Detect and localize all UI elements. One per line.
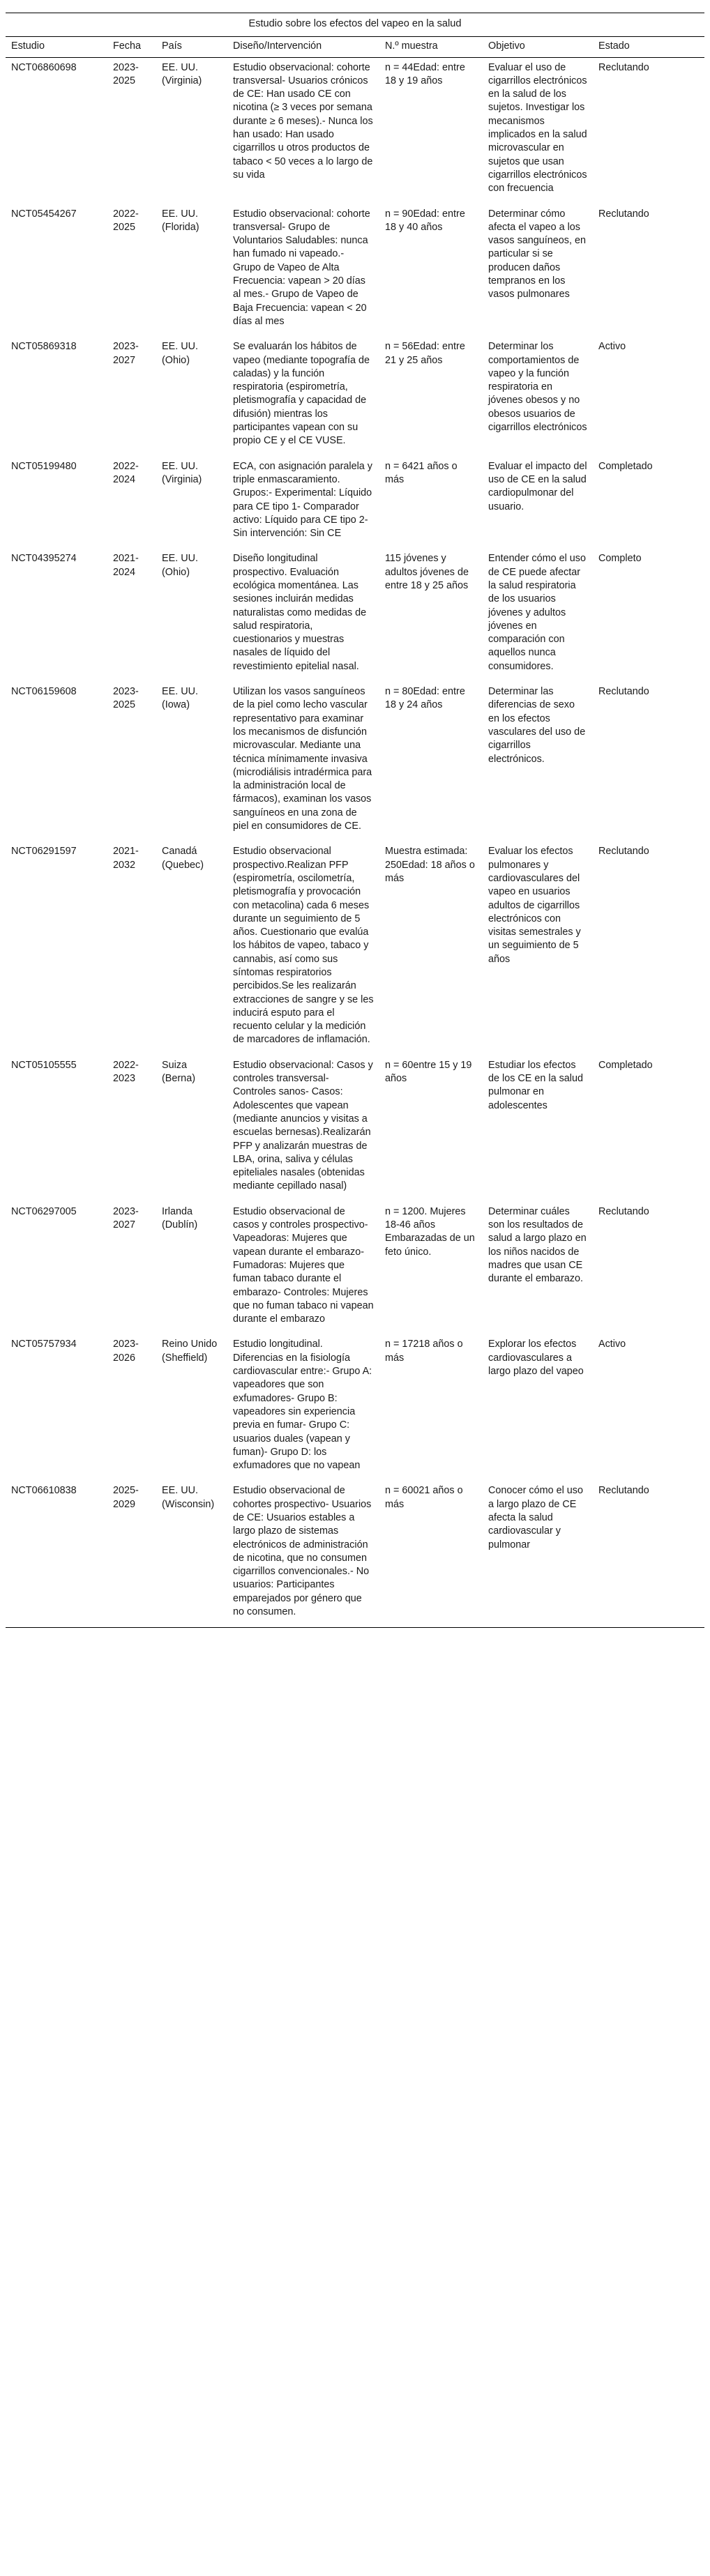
cell-objetivo: Entender cómo el uso de CE puede afectar la salud respiratoria de los usuarios jóvenes y adultos jóvenes en comparación con aquellos nunca consumidores. xyxy=(488,553,586,672)
cell-estudio: NCT06860698 xyxy=(11,61,77,73)
cell-estado: Reclutando xyxy=(598,686,649,698)
cell-pais: EE. UU. (Ohio) xyxy=(162,553,198,578)
cell-estudio: NCT06610838 xyxy=(6,1481,107,1627)
cell-estado: Reclutando xyxy=(598,846,649,858)
cell-objetivo: Conocer cómo el uso a largo plazo de CE afecta la salud cardiovascular y pulmonar xyxy=(483,1481,593,1627)
cell-muestra: Muestra estimada: 250Edad: 18 años o más xyxy=(385,846,475,884)
table-row xyxy=(6,1481,704,1627)
cell-muestra: n = 1200. Mujeres 18-46 años Embarazadas de un feto único. xyxy=(385,1205,475,1258)
cell-objetivo: Estudiar los efectos de los CE en la salud pulmonar en adolescentes xyxy=(488,1059,583,1111)
table-row xyxy=(6,682,704,841)
cell-estado: Completado xyxy=(598,1059,653,1071)
cell-pais: EE. UU. (Virginia) xyxy=(162,61,202,86)
cell-estudio: NCT04395274 xyxy=(11,553,77,565)
cell-diseno: Estudio observacional prospectivo.Realizan PFP (espirometría, oscilometría, pletismografía y provocación con metacolina) cada 6 meses durante un seguimiento de 5 años. Cuestionario que evalúa los hábitos de vapeo, tabaco y cannabis, así como sus síntomas respiratorios percibidos.Se les realizarán extracciones de sangre y se les inducirá esputo para el recuento celular y la medición de marcadores de inflamación. xyxy=(233,846,374,1046)
cell-muestra: n = 56Edad: entre 21 y 25 años xyxy=(385,341,465,366)
cell-estudio: NCT05454267 xyxy=(11,208,77,220)
cell-fecha: 2023-2026 xyxy=(113,1339,139,1364)
header-objetivo: Objetivo xyxy=(483,37,593,57)
table-row xyxy=(6,1202,704,1335)
cell-diseno: Estudio observacional: cohorte transversal- Usuarios crónicos de CE: Han usado CE con nicotina (≥ 3 veces por semana durante ≥ 6 meses).- Nunca los han usado: Han usado cigarrillos u otros productos de tabaco < 50 veces a lo largo de su vida xyxy=(233,61,373,181)
header-estado: Estado xyxy=(593,37,704,57)
cell-objetivo: Evaluar el impacto del uso de CE en la salud cardiopulmonar del usuario. xyxy=(488,460,587,512)
cell-objetivo: Evaluar los efectos pulmonares y cardiovasculares del vapeo en usuarios adultos de cigarrillos electrónicos con visitas semestrales y un seguimiento de 5 años xyxy=(488,846,581,965)
cell-muestra: n = 60entre 15 y 19 años xyxy=(385,1059,472,1085)
cell-diseno: Estudio observacional de cohortes prospectivo- Usuarios de CE: Usuarios estables a largo plazo de sistemas electrónicos de administración de nicotina, que no consumen cigarrillos convencionales.- No usuarios: Participantes emparejados por género que no consumen. xyxy=(227,1481,379,1627)
cell-diseno: Diseño longitudinal prospectivo. Evaluación ecológica momentánea. Las sesiones incluirán medidas naturalistas como medidas de salud respiratoria, cuestionarios y muestras nasales de líquido del revestimiento epitelial nasal. xyxy=(233,553,367,672)
cell-muestra: n = 80Edad: entre 18 y 24 años xyxy=(385,686,465,711)
cell-objetivo: Determinar cómo afecta el vapeo a los vasos sanguíneos, en particular si se producen daños tempranos en los vasos pulmonares xyxy=(488,208,587,300)
cell-pais: Canadá (Quebec) xyxy=(162,846,204,871)
cell-estado: Reclutando xyxy=(598,61,649,73)
cell-estado: Reclutando xyxy=(598,1205,649,1217)
cell-estado: Completo xyxy=(598,553,642,565)
cell-diseno: ECA, con asignación paralela y triple enmascaramiento. Grupos:- Experimental: Líquido para CE tipo 1- Comparador activo: Líquido para CE tipo 2- Sin intervención: Sin CE xyxy=(233,460,372,540)
header-estudio: Estudio xyxy=(6,37,107,57)
table-row xyxy=(6,1055,704,1202)
cell-estudio: NCT05869318 xyxy=(11,341,77,353)
cell-fecha: 2023-2027 xyxy=(113,341,139,366)
cell-diseno: Utilizan los vasos sanguíneos de la piel como lecho vascular representativo para examinar los mecanismos de disfunción microvascular. Mediante una técnica mínimamente invasiva (microdiálisis intradérmica para la administración local de fármacos), examinan los vasos sanguíneos en una zona de piel en consumidores de CE. xyxy=(233,686,372,832)
cell-muestra: n = 90Edad: entre 18 y 40 años xyxy=(385,208,465,233)
cell-pais: Reino Unido (Sheffield) xyxy=(162,1339,218,1364)
cell-estudio: NCT06297005 xyxy=(11,1205,77,1217)
cell-fecha: 2023-2025 xyxy=(113,686,139,711)
cell-fecha: 2022-2024 xyxy=(113,460,139,485)
table-row xyxy=(6,204,704,337)
cell-pais: Suiza (Berna) xyxy=(162,1059,195,1085)
cell-fecha: 2022-2025 xyxy=(113,208,139,233)
cell-fecha: 2025-2029 xyxy=(107,1481,156,1627)
cell-estado: Reclutando xyxy=(598,208,649,220)
header-fecha: Fecha xyxy=(107,37,156,57)
table-row xyxy=(6,457,704,549)
cell-muestra: n = 44Edad: entre 18 y 19 años xyxy=(385,61,465,86)
cell-pais: EE. UU. (Wisconsin) xyxy=(156,1481,227,1627)
cell-pais: Irlanda (Dublín) xyxy=(162,1205,198,1231)
cell-fecha: 2023-2027 xyxy=(113,1205,139,1231)
table-row xyxy=(6,1334,704,1481)
cell-pais: EE. UU. (Ohio) xyxy=(162,341,198,366)
cell-fecha: 2021-2032 xyxy=(113,846,139,871)
cell-objetivo: Evaluar el uso de cigarrillos electrónicos en la salud de los sujetos. Investigar los mecanismos implicados en la salud microvascular en sujetos que usan cigarrillos electrónicos con frecuencia xyxy=(488,61,587,195)
cell-fecha: 2021-2024 xyxy=(113,553,139,578)
cell-objetivo: Determinar las diferencias de sexo en los efectos vasculares del uso de cigarrillos electrónicos. xyxy=(488,686,586,765)
table-row xyxy=(6,549,704,682)
cell-muestra: n = 17218 años o más xyxy=(385,1339,463,1364)
header-pais: País xyxy=(156,37,227,57)
cell-objetivo: Explorar los efectos cardiovasculares a largo plazo del vapeo xyxy=(488,1339,584,1378)
table-row xyxy=(6,841,704,1055)
table-row xyxy=(6,337,704,456)
cell-estado: Completado xyxy=(598,460,653,472)
cell-estudio: NCT06159608 xyxy=(11,686,77,698)
cell-muestra: 115 jóvenes y adultos jóvenes de entre 18 y 25 años xyxy=(385,553,469,591)
cell-estado: Activo xyxy=(598,1339,626,1350)
cell-diseno: Estudio observacional: Casos y controles transversal- Controles sanos- Casos: Adolescentes que vapean (mediante anuncios y visitas a escuelas bernesas).Realizarán PFP y analizarán muestras de LBA, orina, saliva y células epiteliales nasales (obtenidas mediante cepillado nasal) xyxy=(233,1059,373,1192)
cell-muestra: n = 60021 años o más xyxy=(379,1481,483,1627)
cell-estado: Activo xyxy=(598,341,626,353)
table-header-row xyxy=(6,37,704,57)
cell-pais: EE. UU. (Florida) xyxy=(162,208,199,233)
cell-diseno: Se evaluarán los hábitos de vapeo (mediante topografía de caladas) y la función respiratoria (espirometría, pletismografía y capacidad de difusión) mientras los participantes vapean con su propio CE y el CE VUSE. xyxy=(233,341,370,447)
table-row xyxy=(6,57,704,204)
cell-estudio: NCT05199480 xyxy=(11,460,77,472)
cell-diseno: Estudio observacional: cohorte transversal- Grupo de Voluntarios Saludables: nunca han fumado ni vapeado.- Grupo de Vapeo de Alta Frecuencia: vapean > 20 días al mes.- Grupo de Vapeo de Baja Frecuencia: vapean < 20 días al mes xyxy=(233,208,370,327)
cell-pais: EE. UU. (Virginia) xyxy=(162,460,202,485)
cell-diseno: Estudio observacional de casos y controles prospectivo- Vapeadoras: Mujeres que vapean durante el embarazo- Fumadoras: Mujeres que fuman tabaco durante el embarazo- Controles: Mujeres que no fuman tabaco ni vapean durante el embarazo xyxy=(233,1205,374,1325)
header-diseno: Diseño/Intervención xyxy=(227,37,379,57)
cell-pais: EE. UU. (Iowa) xyxy=(162,686,198,711)
cell-muestra: n = 6421 años o más xyxy=(385,460,458,485)
cell-objetivo: Determinar los comportamientos de vapeo y la función respiratoria en jóvenes obesos y no obesos usuarios de cigarrillos electrónicos xyxy=(488,341,587,434)
cell-estudio: NCT06291597 xyxy=(11,846,77,858)
vaping-studies-table xyxy=(6,13,704,1628)
cell-diseno: Estudio longitudinal. Diferencias en la fisiología cardiovascular entre:- Grupo A: vapeadores que son exfumadores- Grupo B: vapeadores sin experiencia previa en fumar- Grupo C: usuarios duales (vapean y fuman)- Grupo D: los exfumadores que no vapean xyxy=(233,1339,372,1472)
table-caption: Estudio sobre los efectos del vapeo en la salud xyxy=(6,13,704,37)
header-muestra: N.º muestra xyxy=(379,37,483,57)
cell-estudio: NCT05105555 xyxy=(11,1059,77,1071)
cell-estudio: NCT05757934 xyxy=(11,1339,77,1350)
cell-estado: Reclutando xyxy=(593,1481,704,1627)
cell-objetivo: Determinar cuáles son los resultados de salud a largo plazo en los niños nacidos de madres que usan CE durante el embarazo. xyxy=(488,1205,587,1285)
cell-fecha: 2023-2025 xyxy=(113,61,139,86)
cell-fecha: 2022-2023 xyxy=(113,1059,139,1085)
